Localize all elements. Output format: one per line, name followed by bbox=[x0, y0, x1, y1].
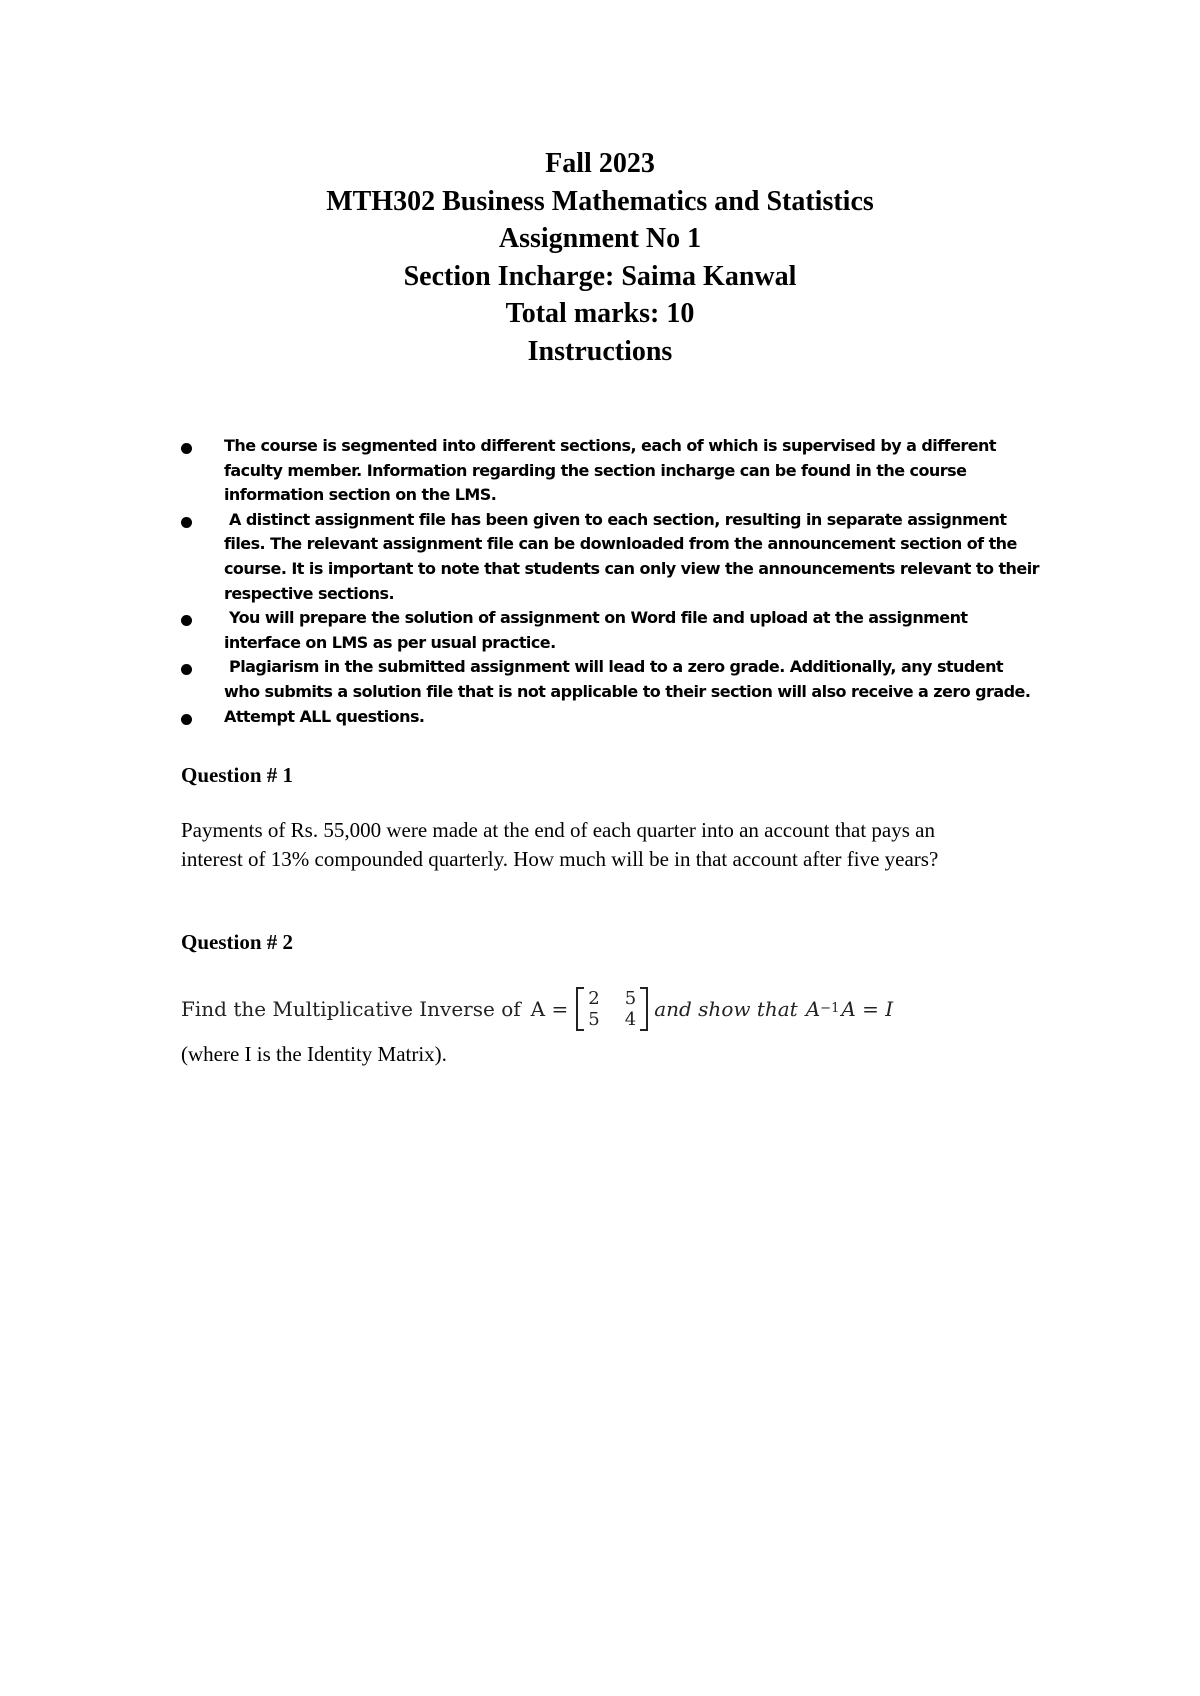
inverse-rhs: A = I bbox=[841, 997, 894, 1021]
instruction-item bbox=[180, 705, 1040, 730]
matrix-a bbox=[576, 987, 648, 1031]
instruction-text: You will prepare the solution of assignment on Word file and upload at the assignment interface on LMS as per usual practice. bbox=[224, 608, 973, 652]
bullet-icon bbox=[181, 664, 192, 675]
instruction-item bbox=[180, 655, 1040, 704]
instruction-item bbox=[180, 434, 1040, 508]
instruction-text: Plagiarism in the submitted assignment will lead to a zero grade. Additionally, any student who submits a solution file that is not applicable to their section will also receive a zero grade. bbox=[224, 657, 1031, 701]
matrix-cell: 4 bbox=[624, 1009, 637, 1030]
matrix-grid bbox=[584, 988, 640, 1030]
instruction-text: Attempt ALL questions. bbox=[224, 706, 425, 726]
question-2-note: (where I is the Identity Matrix). bbox=[181, 1042, 447, 1066]
matrix-cell: 5 bbox=[624, 988, 637, 1009]
matrix-cell: 2 bbox=[588, 988, 600, 1009]
inverse-base: A bbox=[805, 997, 821, 1021]
instruction-item bbox=[180, 606, 1040, 655]
instruction-text: The course is segmented into different sections, each of which is supervised by a different faculty member. Information regarding the section incharge can be found in the course information section on the LMS. bbox=[224, 436, 996, 505]
section-incharge: Section Incharge: Saima Kanwal bbox=[403, 260, 797, 292]
show-text: and show that bbox=[654, 997, 798, 1021]
question-2-equation: Find the Multiplicative Inverse of A = 2 5 5 4 and show that A −1 A = I bbox=[181, 988, 894, 1030]
instructions-title: Instructions bbox=[527, 335, 673, 367]
instructions-list bbox=[180, 434, 1045, 729]
total-marks: Total marks: 10 bbox=[505, 298, 695, 330]
bullet-icon bbox=[181, 443, 192, 454]
course-title: MTH302 Business Mathematics and Statistics bbox=[326, 185, 874, 217]
bullet-icon bbox=[181, 714, 192, 725]
instruction-text: A distinct assignment file has been given to each section, resulting in separate assignment files. The relevant assignment file can be downloaded from the announcement section of the course. It is important to note that students can only view the announcements relevant to their respective sections. bbox=[224, 509, 1045, 603]
question-1-heading: Question # 1 bbox=[181, 763, 294, 787]
bullet-icon bbox=[181, 615, 192, 626]
assignment-title: Assignment No 1 bbox=[498, 223, 702, 255]
instruction-item bbox=[180, 508, 1045, 606]
left-bracket bbox=[576, 987, 584, 1031]
question-1-text: Payments of Rs. 55,000 were made at the end of each quarter into an account that pays an interest of 13% compounded quarterly. How much will be in that account after five years? bbox=[181, 818, 939, 871]
question-2-prompt: Find the Multiplicative Inverse of bbox=[181, 997, 521, 1021]
document-header bbox=[0, 145, 1200, 371]
bullet-icon bbox=[181, 517, 192, 528]
term-title: Fall 2023 bbox=[545, 148, 655, 179]
right-bracket bbox=[640, 987, 648, 1031]
question-2-heading: Question # 2 bbox=[181, 930, 294, 954]
matrix-cell: 5 bbox=[588, 1009, 600, 1030]
matrix-label: A = bbox=[530, 997, 569, 1021]
